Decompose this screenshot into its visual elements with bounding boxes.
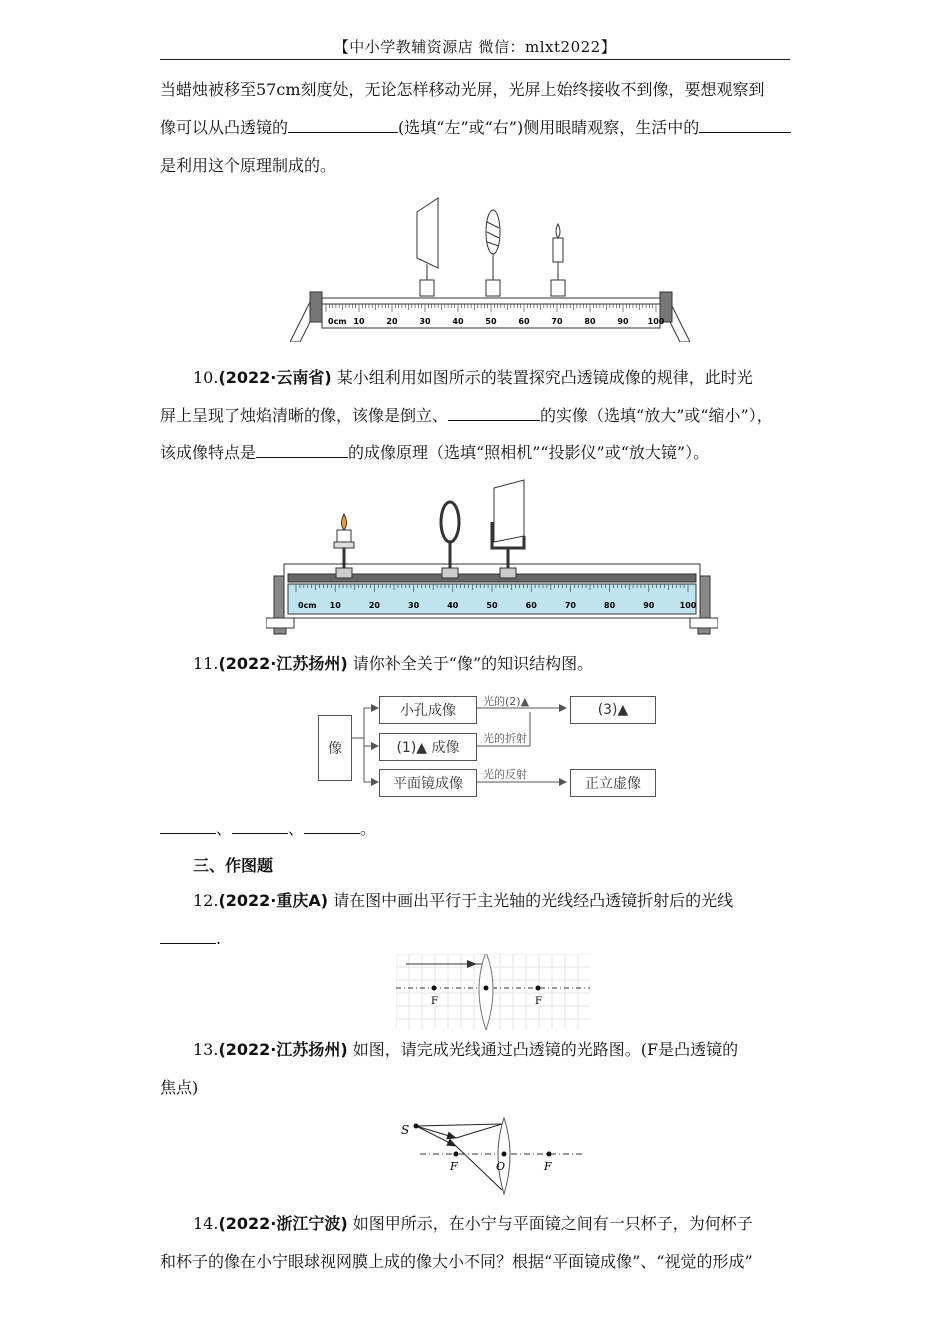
ruler-label: 60	[518, 317, 530, 326]
ruler-label: 10	[353, 317, 365, 326]
q12-label-f-left: F	[431, 996, 438, 1007]
ruler-label: 70	[564, 601, 576, 610]
q13-ray-to-lens	[456, 1124, 502, 1138]
q10-right-foot	[690, 618, 718, 628]
q9-candle-flame	[556, 224, 560, 238]
q12-line2: .	[160, 927, 221, 951]
ruler-label: 100	[647, 317, 665, 326]
q10-line2: 屏上呈现了烛焰清晰的像，该像是倒立、 的实像（选填“放大”或“缩小”），	[160, 406, 773, 425]
ruler-label: 0cm	[298, 601, 317, 610]
q9-line2: 像可以从凸透镜的 (选填“左”或“右”)侧用眼睛观察，生活中的	[160, 116, 791, 140]
ruler-label: 40	[447, 601, 459, 610]
q13-label-s: S	[401, 1123, 410, 1137]
ruler-label: 90	[643, 601, 655, 610]
q11-box-blank-1[interactable]: (1)▲ 成像	[379, 733, 477, 761]
q11-label-reflection: 光的反射	[483, 768, 527, 781]
q9-blank-application[interactable]	[699, 116, 791, 133]
q10-blank-size[interactable]	[448, 404, 540, 421]
q9-left-end-block	[310, 292, 322, 322]
ruler-label: 10	[329, 601, 341, 610]
q11-root-box: 像	[318, 715, 352, 781]
page-header: 【中小学教辅资源店 微信：mlxt2022】	[333, 38, 617, 56]
q11-answer-line: 、 、 。	[160, 817, 376, 841]
ruler-label: 60	[525, 601, 537, 610]
q13-line2: 焦点)	[160, 1078, 199, 1097]
ruler-label: 30	[419, 317, 431, 326]
q13-lens-figure	[396, 1112, 586, 1196]
q12-answer-blank[interactable]	[160, 927, 216, 944]
q9-screen	[417, 198, 438, 268]
q12-line1: 12.(2022·重庆A) 请在图中画出平行于主光轴的光线经凸透镜折射后的光线	[193, 891, 734, 910]
q14-line2: 和杯子的像在小宁眼球视网膜上成的像大小不同？根据“平面镜成像”、“视觉的形成”	[160, 1252, 753, 1271]
q9-candle	[553, 238, 563, 262]
q11-box-plane-mirror: 平面镜成像	[379, 769, 477, 797]
header-rule	[160, 59, 790, 60]
ruler-label: 50	[486, 601, 498, 610]
q10-lens-holder	[442, 568, 458, 578]
q14-line1: 14.(2022·浙江宁波) 如图甲所示，在小宁与平面镜之间有一只杯子，为何杯子	[193, 1214, 753, 1233]
q10-left-foot	[266, 618, 294, 628]
q13-focal-point-right	[547, 1152, 552, 1157]
ruler-label: 20	[368, 601, 380, 610]
q13-optical-center	[502, 1152, 507, 1157]
q12-lens-figure	[396, 954, 590, 1030]
q11-box-upright-virtual: 正立虚像	[570, 769, 656, 797]
q11-answer-blank-2[interactable]	[232, 817, 288, 834]
ruler-label: 80	[584, 317, 596, 326]
q10-optical-bench-figure	[266, 478, 718, 636]
q11-answer-blank-3[interactable]	[304, 817, 360, 834]
q9-line1: 当蜡烛被移至57cm刻度处，无论怎样移动光屏，光屏上始终接收不到像，要想观察到	[160, 80, 765, 99]
ruler-label: 0cm	[328, 317, 347, 326]
q11-box-blank-3[interactable]: (3)▲	[570, 696, 656, 724]
q11-answer-blank-1[interactable]	[160, 817, 216, 834]
q11-label-blank-2[interactable]: 光的(2)▲	[483, 695, 530, 708]
ruler-label: 100	[679, 601, 697, 610]
q10-screen-holder	[500, 568, 516, 578]
q13-point-s	[414, 1124, 419, 1129]
q13-label-f-right: F	[544, 1160, 552, 1173]
q13-ray-top	[416, 1124, 502, 1126]
q12-optical-center	[484, 986, 489, 991]
section-title-drawing: 三、作图题	[193, 856, 274, 875]
q11-label-refraction: 光的折射	[483, 732, 527, 745]
q9-line3: 是利用这个原理制成的。	[160, 156, 337, 175]
q10-lens	[441, 502, 459, 542]
q9-screen-holder	[420, 280, 434, 296]
q10-line1: 10.(2022·云南省) 某小组利用如图所示的装置探究凸透镜成像的规律，此时光	[193, 368, 753, 387]
ruler-label: 90	[617, 317, 629, 326]
q10-candle-holder	[336, 568, 352, 578]
q9-lens-holder	[486, 280, 500, 296]
q10-candle-flame	[342, 514, 347, 530]
q9-blank-side[interactable]	[288, 116, 398, 133]
q10-line3: 该成像特点是 的成像原理（选填“照相机”“投影仪”或“放大镜”）。	[160, 443, 710, 462]
q10-screen	[494, 480, 524, 542]
ruler-label: 80	[604, 601, 616, 610]
q10-candle-plate	[334, 542, 354, 548]
q13-line1: 13.(2022·江苏扬州) 如图，请完成光线通过凸透镜的光路图。(F是凸透镜的	[193, 1040, 739, 1059]
q11-line1: 11.(2022·江苏扬州) 请你补全关于“像”的知识结构图。	[193, 654, 594, 673]
ruler-label: 70	[551, 317, 563, 326]
q13-focal-point-left	[454, 1152, 459, 1157]
q11-box-pinhole: 小孔成像	[379, 696, 477, 724]
q9-candle-holder	[551, 280, 565, 296]
q12-focal-point-left	[432, 986, 437, 991]
q13-label-o: O	[496, 1160, 506, 1173]
q13-label-f-left: F	[450, 1160, 458, 1173]
q9-optical-bench-figure	[290, 192, 690, 342]
q12-label-f-right: F	[535, 996, 542, 1007]
q12-focal-point-right	[536, 986, 541, 991]
q10-blank-device[interactable]	[256, 441, 348, 458]
ruler-label: 20	[386, 317, 398, 326]
ruler-label: 30	[408, 601, 420, 610]
ruler-label: 40	[452, 317, 464, 326]
ruler-label: 50	[485, 317, 497, 326]
